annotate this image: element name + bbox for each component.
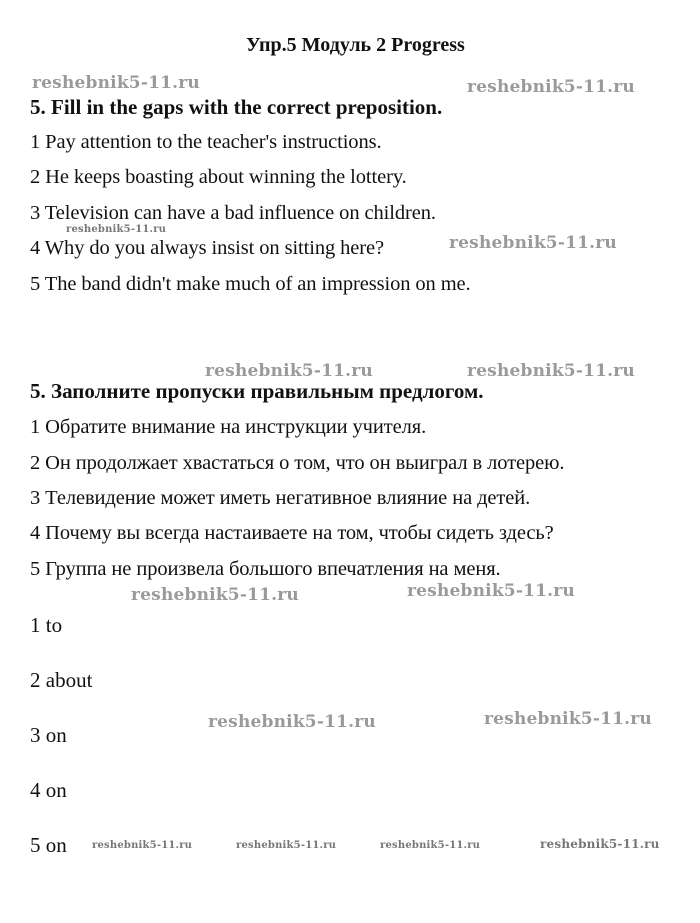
watermark: reshebnik5-11.ru [236,840,337,851]
english-sentence-4: 4 Why do you always insist on sitting here? [30,237,385,259]
watermark: reshebnik5-11.ru [208,712,376,732]
answer-2: 2 about [30,668,93,692]
english-sentence-5: 5 The band didn't make much of an impression on me. [30,273,471,295]
watermark: reshebnik5-11.ru [449,233,617,253]
watermark: reshebnik5-11.ru [380,840,481,851]
watermark: reshebnik5-11.ru [92,840,193,851]
page-title: Упр.5 Модуль 2 Progress [246,34,465,56]
watermark: reshebnik5-11.ru [467,361,635,381]
watermark: reshebnik5-11.ru [205,361,373,381]
watermark: reshebnik5-11.ru [467,77,635,97]
answer-1: 1 to [30,613,63,637]
russian-sentence-3: 3 Телевидение может иметь негативное влияние на детей. [30,487,531,509]
answer-4: 4 on [30,778,67,802]
watermark: reshebnik5-11.ru [32,73,200,93]
answer-5: 5 on [30,833,67,857]
watermark: reshebnik5-11.ru [540,837,660,851]
answer-3: 3 on [30,723,67,747]
russian-sentence-5: 5 Группа не произвела большого впечатления на меня. [30,558,501,580]
english-sentence-2: 2 He keeps boasting about winning the lottery. [30,166,407,188]
watermark: reshebnik5-11.ru [66,224,167,235]
english-sentence-3: 3 Television can have a bad influence on children. [30,202,436,224]
exercise-heading-russian: 5. Заполните пропуски правильным предлогом. [30,379,484,403]
watermark: reshebnik5-11.ru [407,581,575,601]
watermark: reshebnik5-11.ru [131,585,299,605]
russian-sentence-4: 4 Почему вы всегда настаиваете на том, чтобы сидеть здесь? [30,522,554,544]
russian-sentence-1: 1 Обратите внимание на инструкции учителя. [30,416,427,438]
russian-sentence-2: 2 Он продолжает хвастаться о том, что он выиграл в лотерею. [30,452,565,474]
watermark: reshebnik5-11.ru [484,709,652,729]
exercise-heading-english: 5. Fill in the gaps with the correct preposition. [30,95,443,119]
english-sentence-1: 1 Pay attention to the teacher's instructions. [30,131,382,153]
